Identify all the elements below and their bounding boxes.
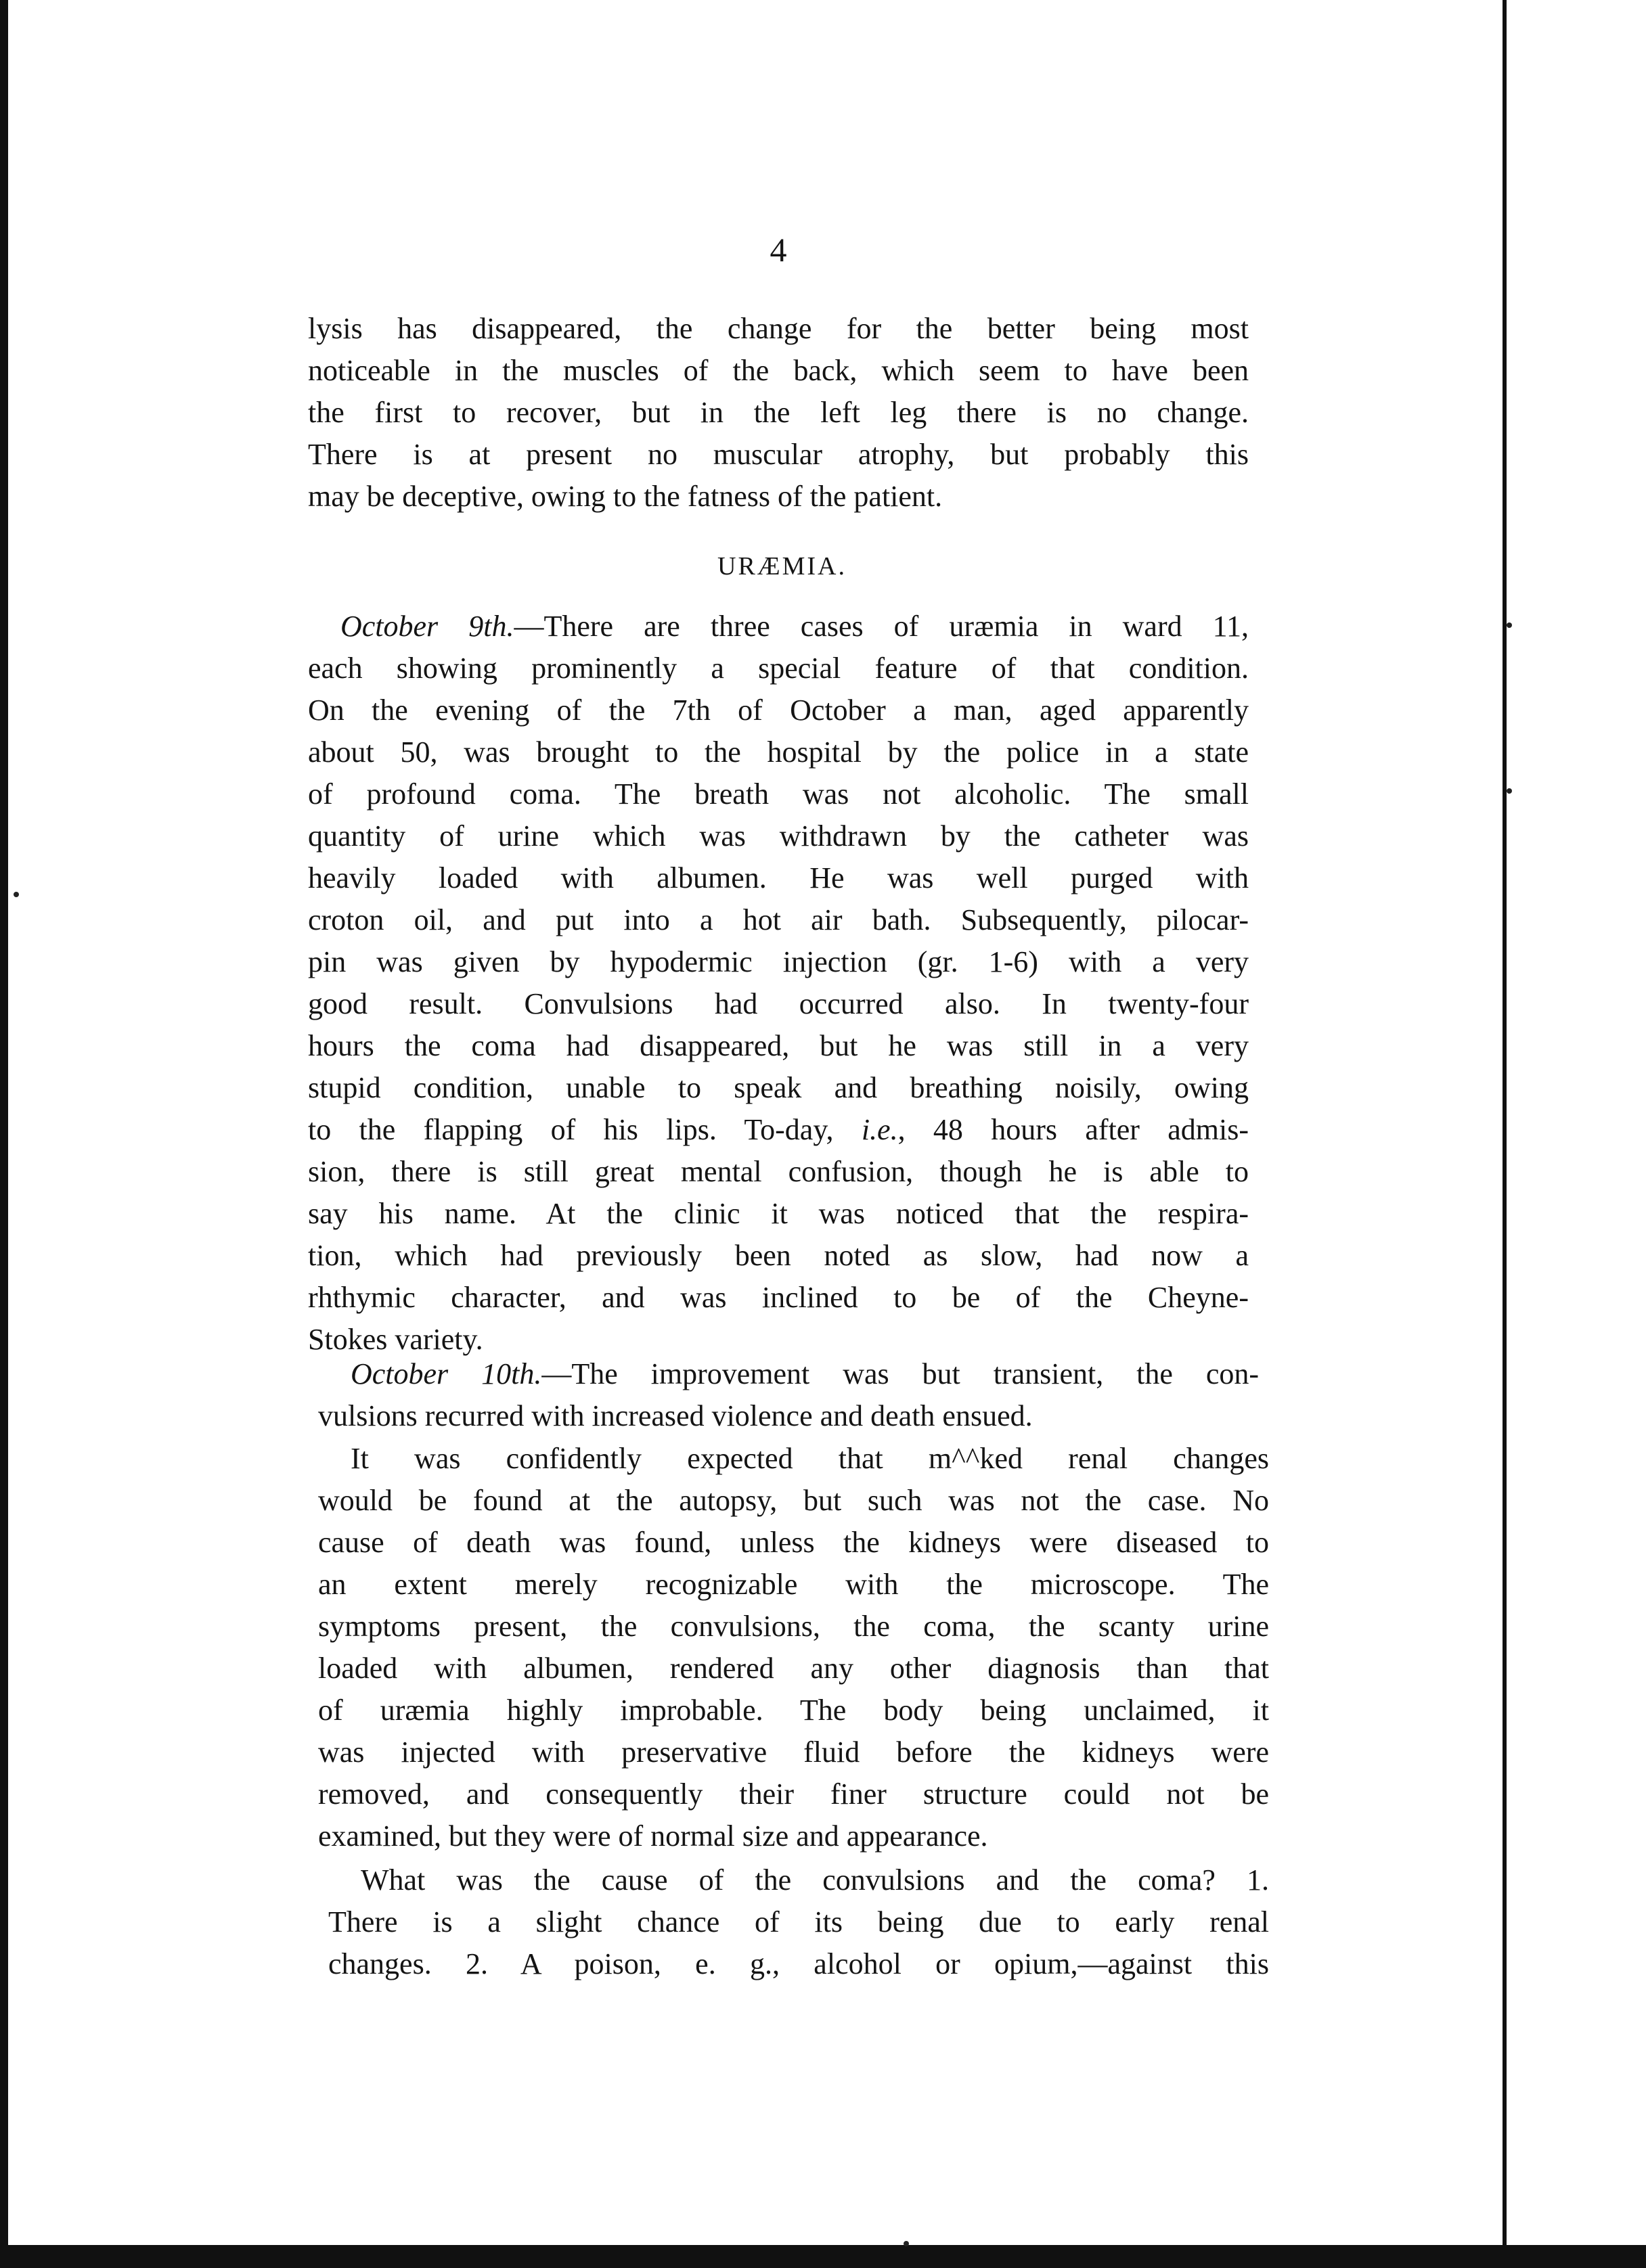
paragraph-october-9 — [308, 606, 1249, 1361]
text-line: rhthymic character, and was inclined to be of the Cheyne- — [308, 1281, 1249, 1314]
text-line: about 50, was brought to the hospital by the police in a state — [308, 735, 1249, 769]
text-line: hours the coma had disappeared, but he was still in a very — [308, 1029, 1249, 1062]
text-line: On the evening of the 7th of October a man, aged apparently — [308, 694, 1249, 727]
scan-border-left — [0, 0, 8, 2268]
page-number: 4 — [770, 231, 787, 269]
scan-speck — [14, 892, 19, 897]
paragraph-cause — [328, 1859, 1269, 1985]
text-line: the first to recover, but in the left leg there is no change. — [308, 396, 1249, 429]
scan-speck — [1507, 788, 1512, 794]
text-line: removed, and consequently their finer structure could not be — [318, 1777, 1269, 1811]
italic-abbreviation: i.e. — [861, 1113, 898, 1146]
text-line: would be found at the autopsy, but such was not the case. No — [318, 1484, 1269, 1517]
text-line: vulsions recurred with increased violence and death ensued. — [318, 1399, 1033, 1432]
text-line: lysis has disappeared, the change for the better being most — [308, 312, 1249, 345]
page-gutter-rule — [1503, 0, 1507, 2268]
text-line — [308, 606, 1249, 648]
text-line — [318, 1353, 1259, 1395]
text-line: quantity of urine which was withdrawn by the catheter was — [308, 819, 1249, 853]
text-line: What was the cause of the convulsions and the coma? 1. — [361, 1863, 1269, 1897]
text-line: each showing prominently a special feature of that condition. — [308, 652, 1249, 685]
text-line: tion, which had previously been noted as slow, had now a — [308, 1239, 1249, 1272]
text-line: an extent merely recognizable with the microscope. The — [318, 1568, 1269, 1601]
text-line: may be deceptive, owing to the fatness of the patient. — [308, 480, 943, 513]
paragraph-autopsy — [318, 1438, 1269, 1857]
text-line: sion, there is still great mental confusion, though he is able to — [308, 1155, 1249, 1188]
scan-border-bottom — [0, 2245, 1646, 2268]
paragraph-continuation — [308, 308, 1249, 518]
date-label: October 9th. — [340, 610, 514, 643]
section-heading: URÆMIA. — [717, 552, 847, 581]
text-line: noticeable in the muscles of the back, which seem to have been — [308, 354, 1249, 387]
text-line: heavily loaded with albumen. He was well purged with — [308, 861, 1249, 894]
text-fragment: , 48 hours after admis- — [897, 1113, 1249, 1146]
date-label: October 10th. — [351, 1357, 542, 1390]
text-line: croton oil, and put into a hot air bath. Subsequently, pilocar- — [308, 903, 1249, 936]
text-line-rest: —The improvement was but transient, the con- — [541, 1357, 1259, 1390]
text-fragment: to the flapping of his lips. To-day, — [308, 1113, 862, 1146]
text-line: stupid condition, unable to speak and breathing noisily, owing — [308, 1071, 1249, 1104]
text-line: was injected with preservative fluid before the kidneys were — [318, 1736, 1269, 1769]
scan-speck — [904, 2241, 909, 2246]
text-line: loaded with albumen, rendered any other diagnosis than that — [318, 1652, 1269, 1685]
text-line: good result. Convulsions had occurred also. In twenty-four — [308, 987, 1249, 1020]
text-line: pin was given by hypodermic injection (gr. 1-6) with a very — [308, 945, 1249, 978]
text-line: There is a slight chance of its being due to early renal — [328, 1905, 1269, 1938]
text-line: symptoms present, the convulsions, the coma, the scanty urine — [318, 1610, 1269, 1643]
text-line: Stokes variety. — [308, 1323, 483, 1356]
paragraph-october-10 — [318, 1353, 1259, 1437]
text-line: of profound coma. The breath was not alcoholic. The small — [308, 777, 1249, 811]
text-line: say his name. At the clinic it was noticed that the respira- — [308, 1197, 1249, 1230]
text-line: There is at present no muscular atrophy, but probably this — [308, 438, 1249, 471]
text-line: changes. 2. A poison, e. g., alcohol or opium,—against this — [328, 1947, 1269, 1980]
text-line: of uræmia highly improbable. The body being unclaimed, it — [318, 1694, 1269, 1727]
text-line: examined, but they were of normal size and appearance. — [318, 1819, 988, 1853]
text-line: cause of death was found, unless the kidneys were diseased to — [318, 1526, 1269, 1559]
text-line: It was confidently expected that m^^ked renal changes — [351, 1442, 1269, 1475]
scan-speck — [1507, 622, 1512, 628]
text-line-rest: —There are three cases of uræmia in ward 11, — [514, 610, 1249, 643]
text-line — [308, 1109, 1249, 1151]
